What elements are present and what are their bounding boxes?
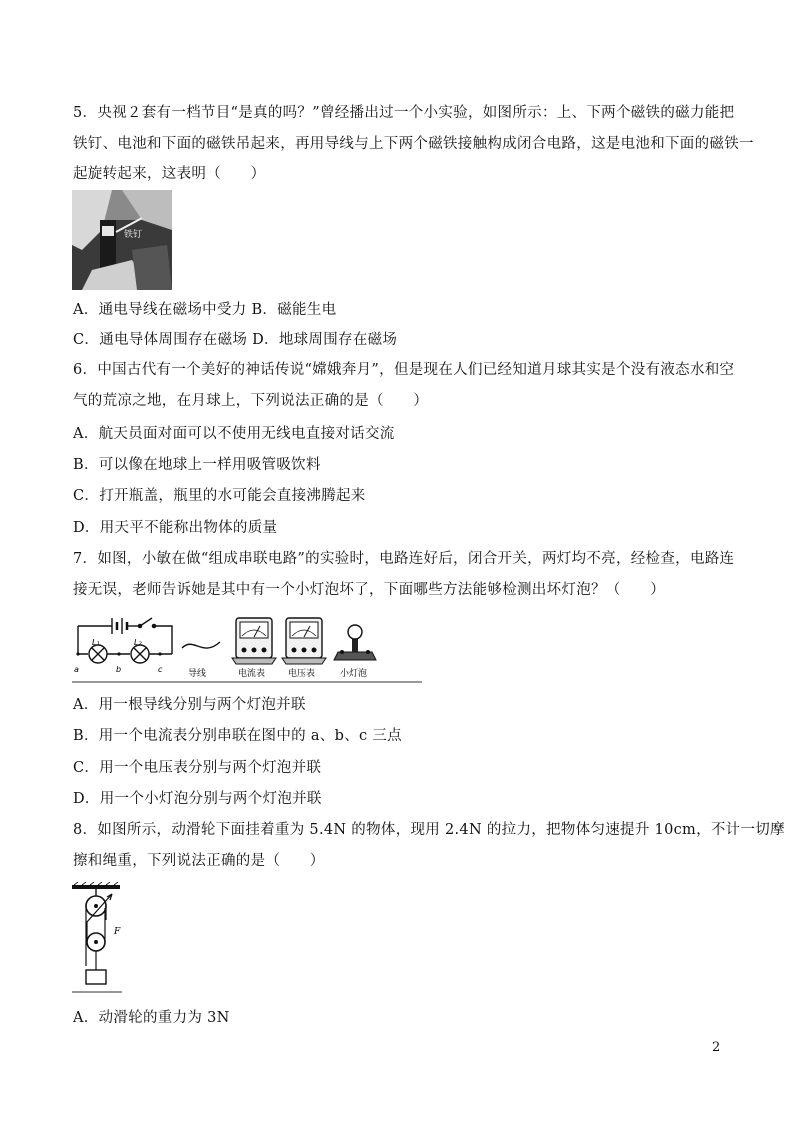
page-number: 2 [712,1040,721,1055]
q8-stem-line-1: 8．如图所示，动滑轮下面挂着重为 5.4N 的物体，现用 2.4N 的拉力，把物体匀速提升 10cm，不计一切摩 [73,822,785,838]
q6-stem-line-1: 6．中国古代有一个美好的神话传说“嫦娥奔月”，但是现在人们已经知道月球其实是个没有液态水和空 [73,362,735,378]
q7-ammeter-icon [232,618,276,664]
q7-stem-line-1: 7．如图，小敏在做“组成串联电路”的实验时，电路连好后，闭合开关，两灯均不亮，经检查，电路连 [73,551,735,567]
q7-option-c: C．用一个电压表分别与两个灯泡并联 [73,760,322,776]
q8-ceiling [72,882,120,889]
q5-options-cd: C．通电导体周围存在磁场 D．地球周围存在磁场 [73,332,398,348]
q7-point-a-dot [76,652,79,655]
q7-point-c-dot [158,652,161,655]
q6-option-c: C．打开瓶盖，瓶里的水可能会直接沸腾起来 [73,488,366,504]
q7-label-l2: L₂ [134,638,142,647]
q7-label-b: b [116,665,122,674]
q8-pulley-figure [72,882,132,994]
q5-stem-line-1: 5．央视２套有一档节目“是真的吗？”曾经播出过一个小实验，如图所示：上、下两个磁铁的磁力能把 [73,105,735,121]
q5-stem-line-3: 起旋转起来，这表明（ ） [73,166,266,182]
q7-label-a: a [74,665,79,674]
q7-circuit-figure [72,612,422,684]
q7-bulb-icon [334,625,376,660]
q7-option-d: D．用一个小灯泡分别与两个灯泡并联 [73,791,322,807]
q7-label-c: c [158,665,163,674]
q7-voltmeter-icon [282,618,326,664]
q7-ammeter-label: 电流表 [238,669,266,679]
q6-option-d: D．用天平不能称出物体的质量 [73,520,278,536]
q7-wire-label: 导线 [188,669,207,679]
q7-point-b-dot [117,652,120,655]
q8-weight-block [86,970,106,984]
q7-label-l1: L₁ [92,638,100,647]
q5-stem-line-2: 铁钉、电池和下面的磁铁吊起来，再用导线与上下两个磁铁接触构成闭合电路，这是电池和下面的磁铁一 [73,136,754,152]
q7-option-b: B．用一个电流表分别串联在图中的 a、b、c 三点 [73,728,402,744]
q5-options-ab: A．通电导线在磁场中受力 B．磁能生电 [73,302,337,318]
q8-force-label: F [114,927,121,937]
q5-photo-figure [72,190,172,290]
q6-option-b: B．可以像在地球上一样用吸管吸饮料 [73,457,321,473]
q8-stem-line-2: 擦和绳重，下列说法正确的是（ ） [73,853,325,869]
q7-stem-line-2: 接无误，老师告诉她是其中有一个小灯泡坏了，下面哪些方法能够检测出坏灯泡？（ ） [73,582,665,598]
q7-bulb-label: 小灯泡 [340,669,368,679]
q5-figure-label: 铁钉 [124,230,143,240]
q7-voltmeter-label: 电压表 [288,669,316,679]
q8-option-a: A．动滑轮的重力为 3N [73,1010,230,1026]
q7-option-a: A．用一根导线分别与两个灯泡并联 [73,697,306,713]
q6-stem-line-2: 气的荒凉之地，在月球上，下列说法正确的是（ ） [73,393,429,409]
q6-option-a: A．航天员面对面可以不使用无线电直接对话交流 [73,426,395,442]
q7-wire-icon [182,642,220,648]
